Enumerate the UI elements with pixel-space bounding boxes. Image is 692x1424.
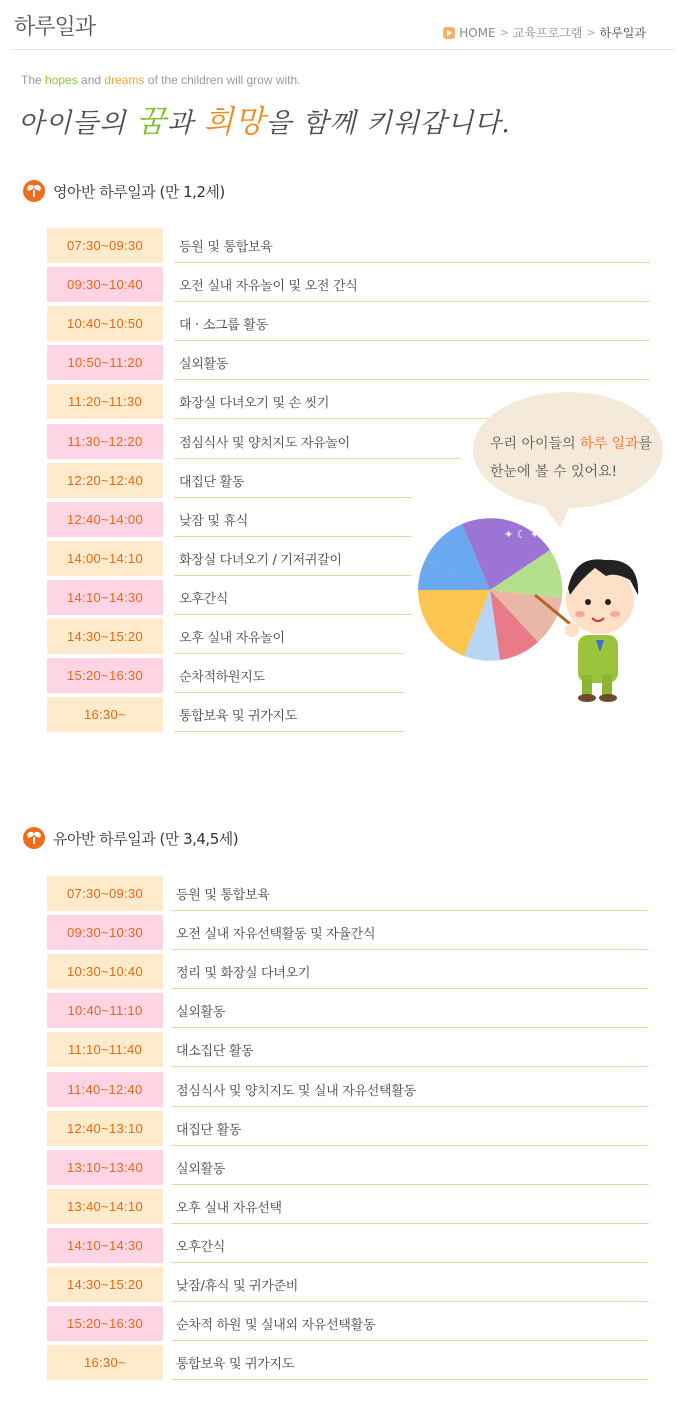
sprout-icon [23, 827, 45, 849]
time-cell: 16:30~ [47, 1345, 163, 1380]
breadcrumb-current: 하루일과 [599, 26, 646, 40]
time-cell: 07:30~09:30 [47, 876, 163, 911]
schedule-row [47, 954, 651, 989]
schedule-row [47, 1228, 651, 1263]
schedule-row [47, 619, 403, 654]
sprout-icon [23, 180, 45, 202]
bubble-line-1 [490, 435, 653, 452]
activity-cell: 오후 실내 자유놀이 [174, 619, 404, 654]
activity-cell: 실외활동 [174, 345, 650, 380]
time-cell: 14:10~14:30 [47, 1228, 163, 1263]
bubble-line-2: 한눈에 볼 수 있어요! [490, 464, 618, 480]
breadcrumb-education-program[interactable]: 교육프로그램 [512, 26, 583, 40]
schedule-row [47, 876, 651, 911]
headline-hope: 희망 [203, 104, 266, 140]
time-cell: 12:40~13:10 [47, 1111, 163, 1146]
page-title: 하루일과 [14, 15, 96, 40]
page-header [12, 0, 674, 50]
activity-cell: 화장실 다녀오기 / 기저귀갈이 [174, 541, 412, 576]
schedule-row [47, 1267, 651, 1302]
activity-cell: 오전 실내 자유선택활동 및 자율간식 [171, 915, 649, 950]
breadcrumb-home[interactable]: HOME [459, 25, 496, 40]
schedule-row [47, 541, 411, 576]
bubble-emphasis: 하루 일과 [580, 436, 639, 452]
tagline-hopes: hopes [45, 73, 78, 87]
time-cell: 11:10~11:40 [47, 1032, 163, 1067]
time-cell: 10:40~10:50 [47, 306, 163, 341]
activity-cell: 대 · 소그룹 활동 [174, 306, 650, 341]
activity-cell: 순차적하원지도 [174, 658, 404, 693]
bubble-text: 를 [638, 436, 653, 452]
time-cell: 07:30~09:30 [47, 228, 163, 263]
activity-cell: 실외활동 [171, 993, 649, 1028]
speech-bubble-tail [540, 500, 572, 528]
time-cell: 15:20~16:30 [47, 1306, 163, 1341]
schedule-row [47, 1345, 651, 1380]
schedule-row [47, 1072, 651, 1107]
time-cell: 14:10~14:30 [47, 580, 163, 615]
headline-text: 과 [166, 108, 204, 139]
tagline-text: The [21, 73, 46, 87]
schedule-row [47, 697, 403, 732]
schedule-row [47, 267, 649, 302]
time-cell: 09:30~10:40 [47, 267, 163, 302]
schedule-row [47, 1306, 651, 1341]
breadcrumb [443, 24, 646, 41]
boy-character [565, 559, 638, 702]
boy-with-pie-chart-illustration [410, 390, 670, 710]
activity-cell: 낮잠/휴식 및 귀가준비 [171, 1267, 649, 1302]
time-cell: 14:30~15:20 [47, 619, 163, 654]
activity-cell: 대집단 활동 [171, 1111, 649, 1146]
schedule-row [47, 993, 651, 1028]
activity-cell: 정리 및 화장실 다녀오기 [171, 954, 649, 989]
time-cell: 15:20~16:30 [47, 658, 163, 693]
activity-cell: 순차적 하원 및 실내외 자유선택활동 [171, 1306, 649, 1341]
activity-cell: 오후간식 [171, 1228, 649, 1263]
schedule-row [47, 580, 411, 615]
time-cell: 14:30~15:20 [47, 1267, 163, 1302]
chevron-right-icon: > [499, 26, 509, 39]
activity-cell: 낮잠 및 휴식 [174, 502, 412, 537]
time-cell: 11:30~12:20 [47, 424, 163, 459]
schedule-row [47, 1111, 651, 1146]
illustration [410, 390, 670, 710]
schedule-row [47, 463, 411, 498]
play-icon [443, 27, 455, 39]
bubble-text: 우리 아이들의 [490, 436, 581, 452]
activity-cell: 화장실 다녀오기 및 손 씻기 [174, 384, 650, 419]
time-cell: 10:40~11:10 [47, 993, 163, 1028]
schedule-row [47, 1150, 651, 1185]
time-cell: 16:30~ [47, 697, 163, 732]
headline-text: 아이들의 [18, 108, 136, 139]
activity-cell: 실외활동 [171, 1150, 649, 1185]
activity-cell: 점심식사 및 양치지도 자유놀이 [174, 424, 460, 459]
time-cell: 11:20~11:30 [47, 384, 163, 419]
schedule-row [47, 915, 651, 950]
time-cell: 10:30~10:40 [47, 954, 163, 989]
activity-cell: 대집단 활동 [174, 463, 412, 498]
headline-text: 을 함께 키워갑니다. [265, 108, 511, 139]
activity-cell: 오후 실내 자유선택 [171, 1189, 649, 1224]
time-cell: 12:40~14:00 [47, 502, 163, 537]
schedule-row [47, 502, 411, 537]
schedule-row [47, 658, 403, 693]
activity-cell: 점심식사 및 양치지도 및 실내 자유선택활동 [171, 1072, 649, 1107]
activity-cell: 오전 실내 자유놀이 및 오전 간식 [174, 267, 650, 302]
section-heading-preschool [23, 827, 238, 849]
tagline-dreams: dreams [104, 73, 145, 87]
section-title: 영아반 하루일과 (만 1,2세) [53, 182, 225, 201]
tagline-text: and [77, 73, 105, 87]
schedule-row [47, 345, 649, 380]
time-cell: 13:10~13:40 [47, 1150, 163, 1185]
activity-cell: 등원 및 통합보육 [174, 228, 650, 263]
activity-cell: 등원 및 통합보육 [171, 876, 649, 911]
pie-chart-graphic [418, 518, 562, 661]
activity-cell: 통합보육 및 귀가지도 [171, 1345, 649, 1380]
chevron-right-icon: > [586, 26, 596, 39]
schedule-row [47, 228, 649, 263]
schedule-row [47, 1032, 651, 1067]
time-cell: 13:40~14:10 [47, 1189, 163, 1224]
time-cell: 09:30~10:30 [47, 915, 163, 950]
star-icon: ✦ ☾ ✦ [504, 528, 540, 541]
schedule-row [47, 1189, 651, 1224]
activity-cell: 통합보육 및 귀가지도 [174, 697, 404, 732]
tagline [21, 73, 301, 87]
time-cell: 14:00~14:10 [47, 541, 163, 576]
headline [18, 96, 511, 141]
time-cell: 12:20~12:40 [47, 463, 163, 498]
time-cell: 10:50~11:20 [47, 345, 163, 380]
time-cell: 11:40~12:40 [47, 1072, 163, 1107]
tagline-text: of the children will grow with. [144, 73, 301, 87]
schedule-row [47, 306, 649, 341]
activity-cell: 오후간식 [174, 580, 412, 615]
schedule-row [47, 424, 459, 459]
section-heading-infant [23, 180, 225, 202]
headline-dream: 꿈 [135, 104, 167, 140]
activity-cell: 대소집단 활동 [171, 1032, 649, 1067]
section-title: 유아반 하루일과 (만 3,4,5세) [53, 829, 239, 848]
